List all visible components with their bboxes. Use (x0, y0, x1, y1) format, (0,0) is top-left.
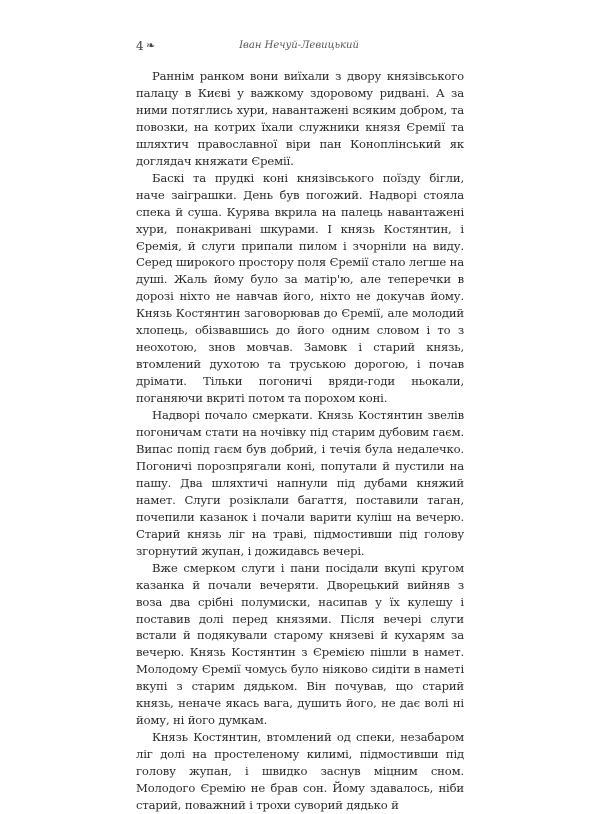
paragraph: Баскі та прудкі коні князівського поїзду бігли, наче заіграшки. День був погожий. Надворі стояла спека й суша. Курява вкрила на палець навантажені хури, понакривані шкурами. І князь Костянтин, і Єремія, й слуги припали пилом і зчорніли на виду. Серед широкого простору поля Єремії стало легше на душі. Жаль йому було за матір'ю, але теперечки в дорозі ніхто не навчав його, ніхто не докучав йому. Князь Костянтин заговорював до Єремії, але молодий хлопець, обізвавшись до його одним словом і то з неохотою, знов мовчав. Замовк і старий князь, втомлений духотою та труською дорогою, і почав дрімати. Тільки погоничі вряди-годи ньокали, поганяючи вкриті потом та порохом коні. (136, 170, 464, 406)
paragraph: Вже смерком слуги і пани посідали вкупі кругом казанка й почали вечеряти. Дворецький вийняв з воза два срібні полумиски, насипав у їх кулешу і поставив долі перед князями. Після вечері слуги встали й подякували старому князеві й кухарям за вечерю. Князь Костянтин з Єремією пішли в намет. Молодому Єремії чомусь було ніяково сидіти в наметі вкупі з старим дядьком. Він почував, що старий князь, неначе якась вага, душить його, не дає волі ні йому, ні його думкам. (136, 560, 464, 728)
fleuron-ornament-icon: ❧ (146, 39, 156, 52)
running-title-author: Іван Нечуй-Левицький (239, 40, 359, 51)
paragraph: Раннім ранком вони виїхали з двору князівського палацу в Києві у важкому здоровому ридвані. А за ними потяглись хури, навантажені всяким добром, та повозки, на котрих їхали служники князя Єремії та шляхтич православної віри пан Коноплінський як доглядач княжати Єремії. (136, 69, 464, 168)
page-number: 4 (136, 39, 144, 53)
paragraph: Князь Костянтин, втомлений од спеки, незабаром ліг долі на простеленому килимі, підмостивши під голову жупан, і швидко заснув міцним сном. Молодого Єремію не брав сон. Йому здавалось, ніби старий, поважний і трохи суворий дядько й (136, 730, 464, 812)
paragraph: Надворі почало смеркати. Князь Костянтин звелів погоничам стати на ночівку під старим дубовим гаєм. Випас попід гаєм був добрий, і течія була недалечко. Погоничі порозпрягали коні, попутали й пустили на пашу. Два шляхтичі напнули під дубами княжий намет. Слуги розіклали багаття, поставили таган, почепили казанок і почали варити куліш на вечерю. Старий князь ліг на траві, підмостивши під голову згорнутий жупан, і дожидавсь вечері. (136, 408, 464, 558)
body-text (136, 68, 464, 814)
page-header (136, 38, 462, 56)
